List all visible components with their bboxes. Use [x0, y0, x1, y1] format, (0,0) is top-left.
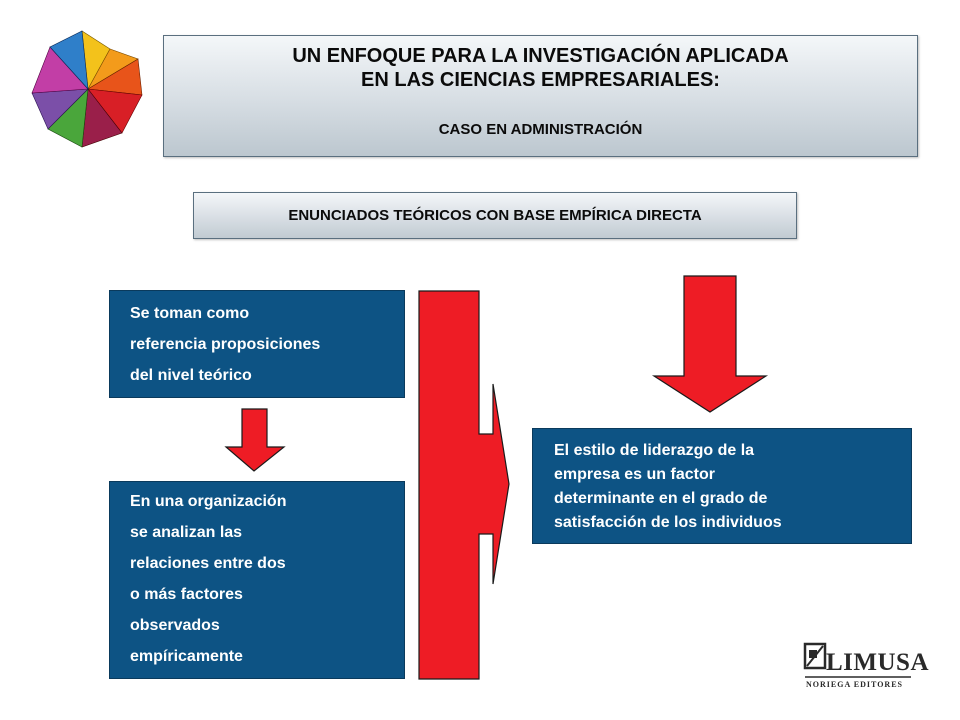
result-text-2: empresa es un factor — [554, 466, 715, 483]
theory-box — [109, 290, 405, 398]
result-text-4: satisfacción de los individuos — [554, 514, 782, 531]
theory-text-2: referencia proposiciones — [130, 336, 321, 353]
title-line-1: UN ENFOQUE PARA LA INVESTIGACIÓN APLICADA — [292, 45, 789, 67]
section-title: ENUNCIADOS TEÓRICOS CON BASE EMPÍRICA DIRECTA — [193, 192, 797, 239]
empirical-text-4: o más factores — [130, 586, 243, 603]
empirical-text-3: relaciones entre dos — [130, 555, 286, 572]
down-arrow-large — [654, 276, 766, 412]
theory-text-3: del nivel teórico — [130, 367, 252, 384]
publisher-tagline: NORIEGA EDITORES — [806, 680, 903, 689]
empirical-text-1: En una organización — [130, 493, 287, 510]
empirical-box — [109, 481, 405, 679]
publisher-name: LIMUSA — [826, 649, 930, 676]
result-text-1: El estilo de liderazgo de la — [554, 442, 755, 459]
right-arrow-bar — [419, 291, 509, 679]
empirical-text-5: observados — [130, 617, 220, 634]
result-box — [532, 428, 912, 544]
subtitle: CASO EN ADMINISTRACIÓN — [438, 121, 643, 138]
theory-text-1: Se toman como — [130, 305, 250, 322]
result-text-3: determinante en el grado de — [554, 490, 768, 507]
empirical-text-2: se analizan las — [130, 524, 243, 541]
empirical-text-6: empíricamente — [130, 648, 243, 665]
down-arrow-small — [226, 409, 284, 471]
title-line-2: EN LAS CIENCIAS EMPRESARIALES: — [361, 69, 720, 91]
